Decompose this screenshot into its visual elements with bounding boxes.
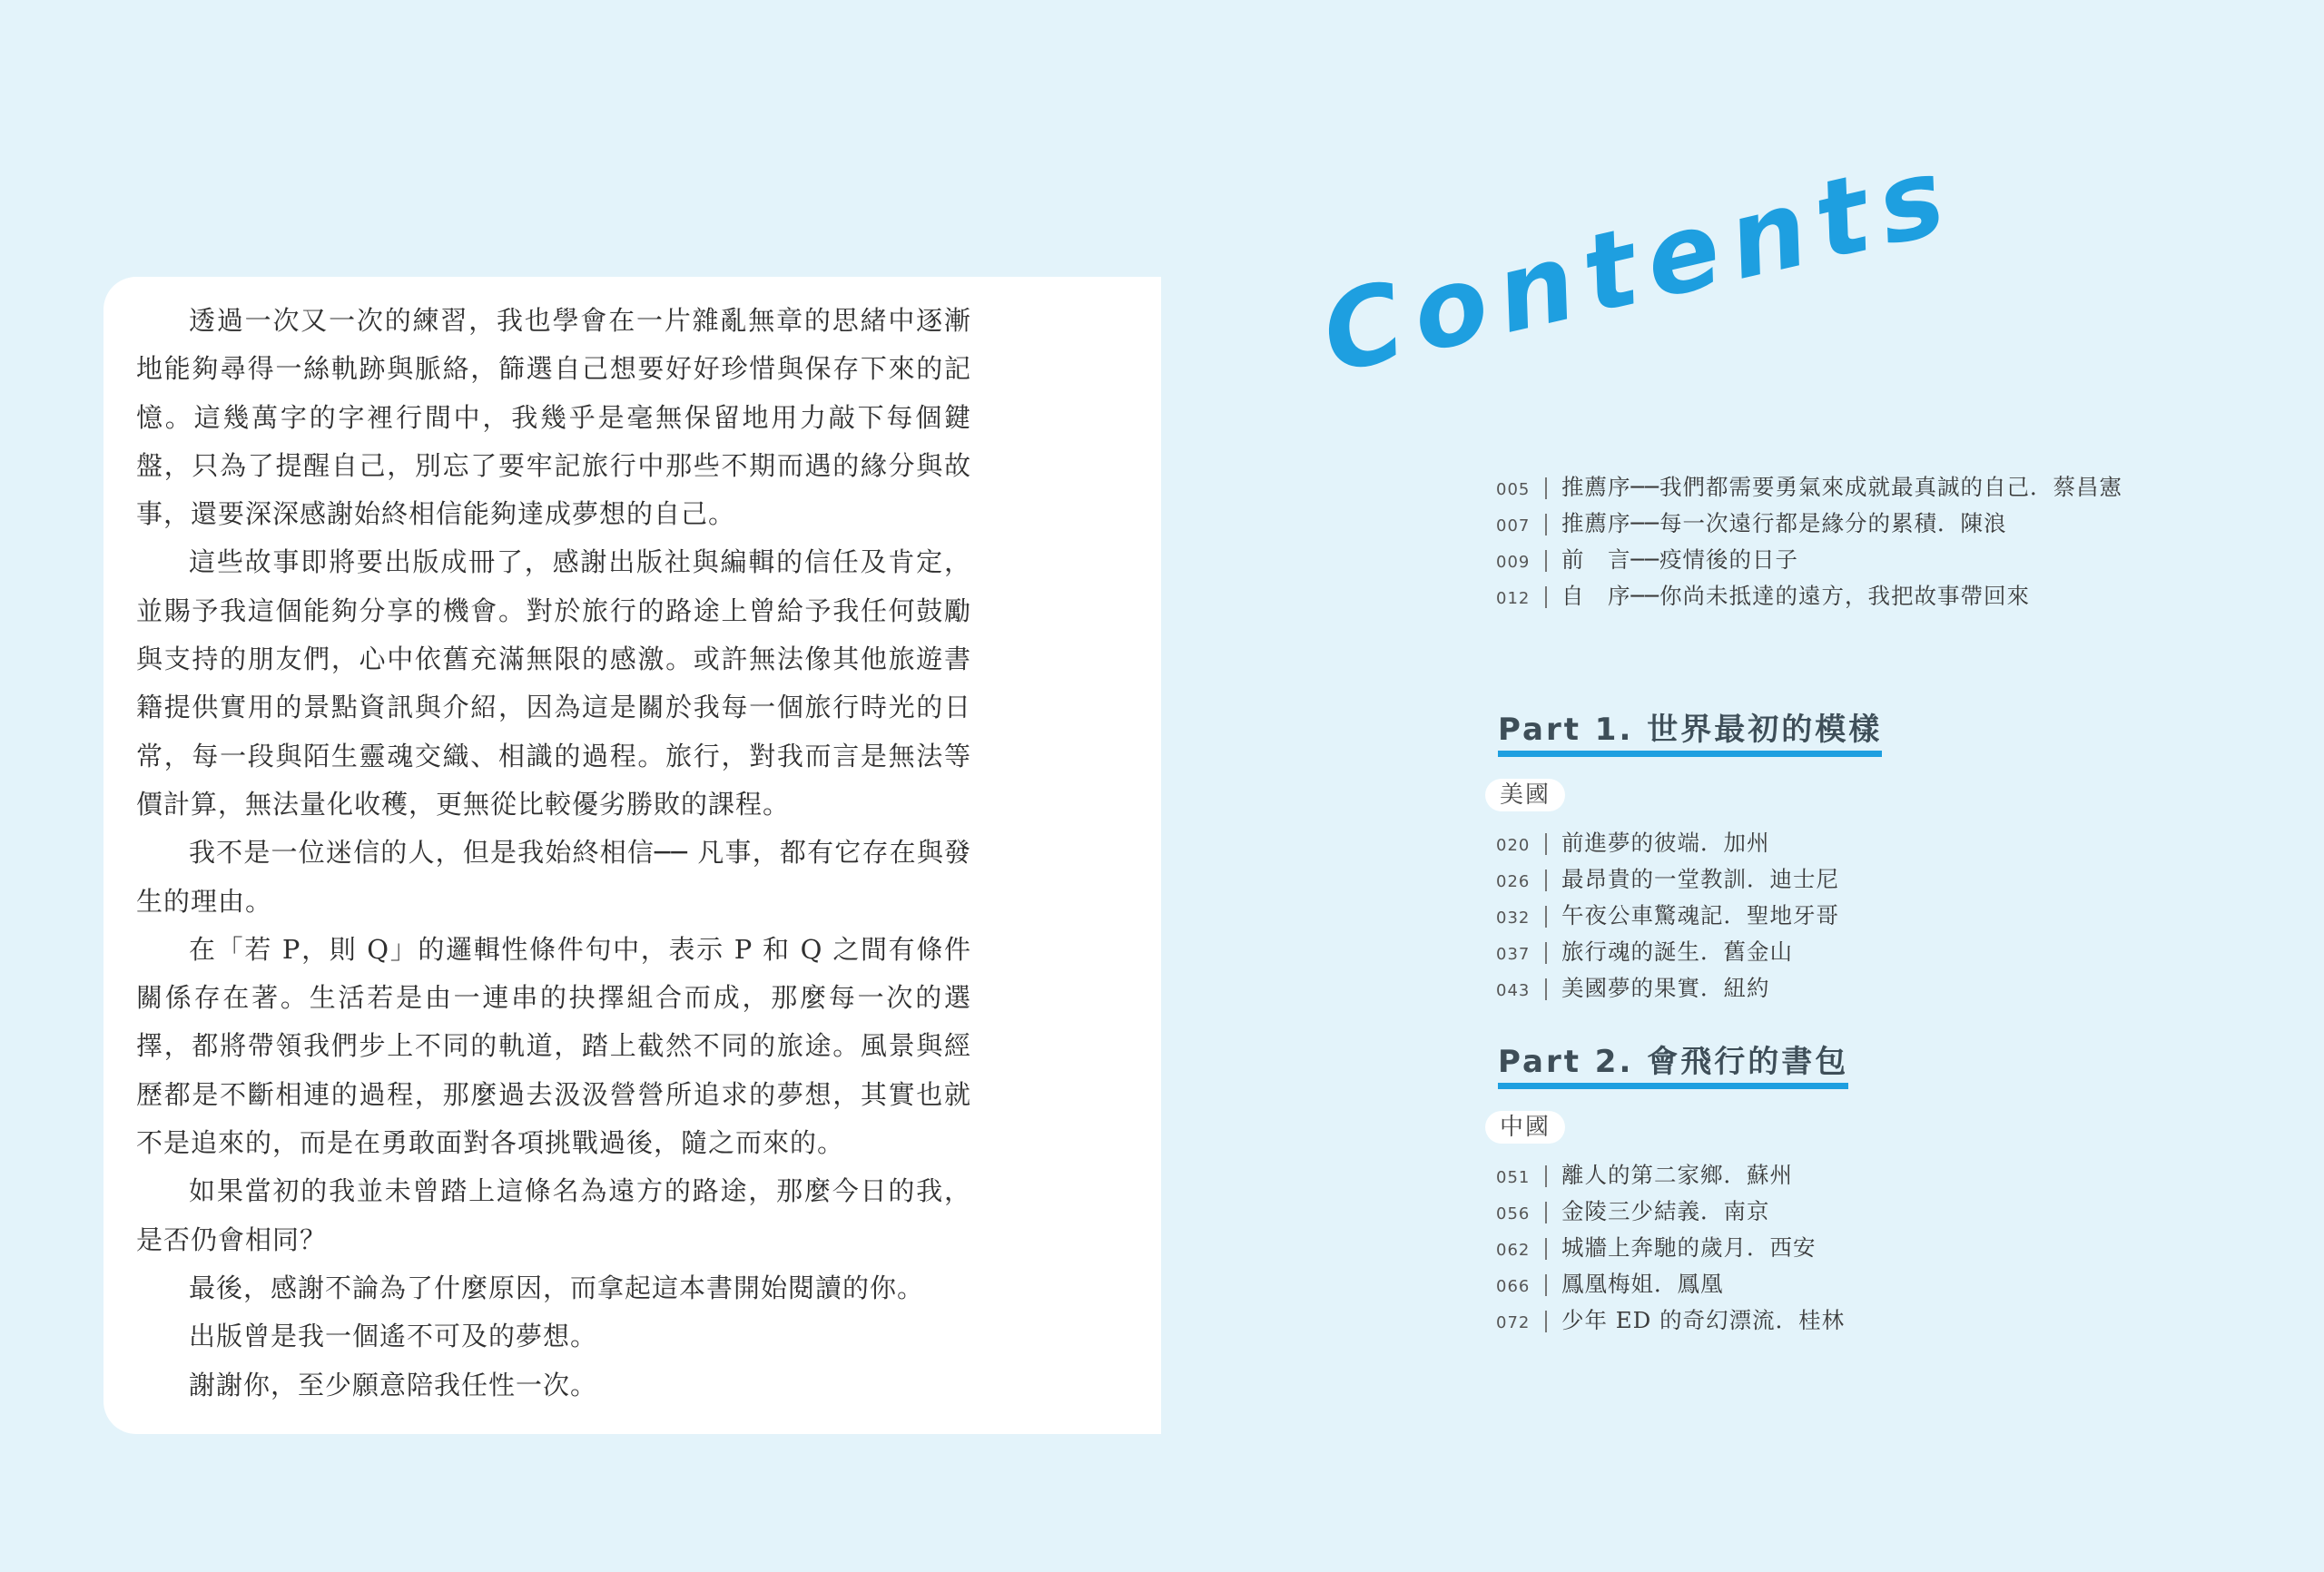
toc-page-number: 043: [1496, 981, 1531, 1000]
toc-entry[interactable]: [1496, 971, 2277, 1007]
toc-page-number: 051: [1496, 1168, 1531, 1187]
toc-page-number: 005: [1496, 480, 1531, 499]
toc-entry[interactable]: [1496, 1158, 2277, 1194]
country-tag-china: 中國: [1485, 1111, 1565, 1144]
preface-paragraph: 出版曾是我一個遙不可及的夢想。: [189, 1321, 598, 1352]
toc-page-number: 007: [1496, 516, 1531, 535]
preface-paragraph: 透過一次又一次的練習，我也學會在一片雜亂無章的思緒中逐漸地能夠尋得一絲軌跡與脈絡，篩選自己想要好好珍惜與保存下來的記憶。這幾萬字的字裡行間中，我幾乎是毫無保留地用力敲下每個鍵盤，只為了提醒自己，別忘了要牢記旅行中那些不期而遇的緣分與故事，還要深深感謝始終相信能夠達成夢想的自己。: [136, 305, 971, 530]
toc-entry-title: 推薦序──我們都需要勇氣來成就最真誠的自己．蔡昌憲: [1561, 474, 2122, 500]
toc-divider: [1545, 1311, 1547, 1332]
part-title: 會飛行的書包: [1647, 1044, 1849, 1080]
toc-entry-title: 前進夢的彼端．加州: [1561, 830, 1770, 856]
part-label: Part 1.: [1498, 712, 1634, 748]
toc-entry-title: 離人的第二家鄉．蘇州: [1561, 1162, 1793, 1188]
toc-entry-title: 金陵三少結義．南京: [1561, 1198, 1770, 1224]
toc-divider: [1545, 586, 1547, 608]
toc-divider: [1545, 477, 1547, 499]
contents-title: Contents: [1310, 130, 1968, 398]
toc-page-number: 009: [1496, 553, 1531, 572]
toc-divider: [1545, 978, 1547, 1000]
toc-entry[interactable]: [1496, 579, 2277, 615]
toc-page-number: 037: [1496, 945, 1531, 964]
toc-page-number: 056: [1496, 1204, 1531, 1223]
toc-entry-title: 最昂貴的一堂教訓．迪士尼: [1561, 866, 1839, 892]
toc-entry[interactable]: [1496, 1194, 2277, 1231]
toc-divider: [1545, 1165, 1547, 1187]
toc-page-number: 012: [1496, 589, 1531, 608]
toc-page-number: 032: [1496, 909, 1531, 928]
toc-page-number: 062: [1496, 1241, 1531, 1260]
country-tag-usa: 美國: [1485, 779, 1565, 811]
preface-paragraph: 這些故事即將要出版成冊了，感謝出版社與編輯的信任及肯定，並賜予我這個能夠分享的機會。對於旅行的路途上曾給予我任何鼓勵與支持的朋友們，心中依舊充滿無限的感激。或許無法像其他旅遊書籍提供實用的景點資訊與介紹，因為這是關於我每一個旅行時光的日常，每一段與陌生靈魂交織、相識的過程。旅行，對我而言是無法等價計算，無法量化收穫，更無從比較優劣勝敗的課程。: [136, 546, 971, 820]
toc-entry-title: 少年 ED 的奇幻漂流．桂林: [1561, 1307, 1846, 1333]
toc-entry-title: 旅行魂的誕生．舊金山: [1561, 938, 1793, 965]
toc-entry[interactable]: [1496, 506, 2277, 543]
toc-page-number: 026: [1496, 872, 1531, 891]
toc-entry[interactable]: [1496, 899, 2277, 935]
toc-page-number: 066: [1496, 1277, 1531, 1296]
preface-paragraph: 我不是一位迷信的人，但是我始終相信── 凡事，都有它存在與發生的理由。: [136, 837, 971, 917]
toc-divider: [1545, 1202, 1547, 1223]
toc-divider: [1545, 550, 1547, 572]
preface-paragraph: 謝謝你，至少願意陪我任性一次。: [189, 1369, 598, 1400]
part-1-entries: [1496, 826, 2277, 1007]
part-title: 世界最初的模樣: [1647, 712, 1883, 748]
toc-divider: [1545, 870, 1547, 891]
preface-paragraph: 最後，感謝不論為了什麼原因，而拿起這本書開始閱讀的你。: [189, 1272, 925, 1303]
toc-entry[interactable]: [1496, 826, 2277, 862]
toc-entry[interactable]: [1496, 862, 2277, 899]
toc-divider: [1545, 514, 1547, 535]
toc-entry-title: 鳳凰梅姐．鳳凰: [1561, 1271, 1724, 1297]
toc-entry[interactable]: [1496, 1267, 2277, 1303]
toc-entry-title: 城牆上奔馳的歲月．西安: [1561, 1234, 1817, 1261]
preface-paragraph: 如果當初的我並未曾踏上這條名為遠方的路途，那麼今日的我，是否仍會相同？: [136, 1175, 971, 1255]
toc-divider: [1545, 942, 1547, 964]
toc-divider: [1545, 1238, 1547, 1260]
part-2-entries: [1496, 1158, 2277, 1340]
part-label: Part 2.: [1498, 1044, 1634, 1080]
toc-entry-title: 推薦序──每一次遠行都是緣分的累積．陳浪: [1561, 510, 2007, 536]
toc-entry[interactable]: [1496, 543, 2277, 579]
toc-entry[interactable]: [1496, 935, 2277, 971]
preface-paragraph: 在「若 P，則 Q」的邏輯性條件句中，表示 P 和 Q 之間有條件關係存在著。生活若是由一連串的抉擇組合而成，那麼每一次的選擇，都將帶領我們步上不同的軌道，踏上截然不同的旅途。風景與經歷都是不斷相連的過程，那麼過去汲汲營營所追求的夢想，其實也就不是追來的，而是在勇敢面對各項挑戰過後，隨之而來的。: [136, 933, 971, 1159]
toc-divider: [1545, 833, 1547, 855]
toc-page-number: 072: [1496, 1313, 1531, 1332]
toc-entry[interactable]: [1496, 470, 2277, 506]
part-1-heading: [1498, 713, 1882, 757]
part-2-heading: [1498, 1046, 1848, 1089]
toc-page-number: 020: [1496, 836, 1531, 855]
front-matter-list: [1496, 470, 2277, 615]
toc-entry[interactable]: [1496, 1303, 2277, 1340]
toc-divider: [1545, 906, 1547, 928]
toc-entry-title: 前 言──疫情後的日子: [1561, 546, 1798, 573]
preface-body: [136, 297, 971, 1410]
toc-divider: [1545, 1274, 1547, 1296]
toc-entry-title: 自 序──你尚未抵達的遠方，我把故事帶回來: [1561, 583, 2030, 609]
toc-entry-title: 午夜公車驚魂記．聖地牙哥: [1561, 902, 1839, 928]
toc-entry[interactable]: [1496, 1231, 2277, 1267]
toc-entry-title: 美國夢的果實．紐約: [1561, 975, 1770, 1001]
